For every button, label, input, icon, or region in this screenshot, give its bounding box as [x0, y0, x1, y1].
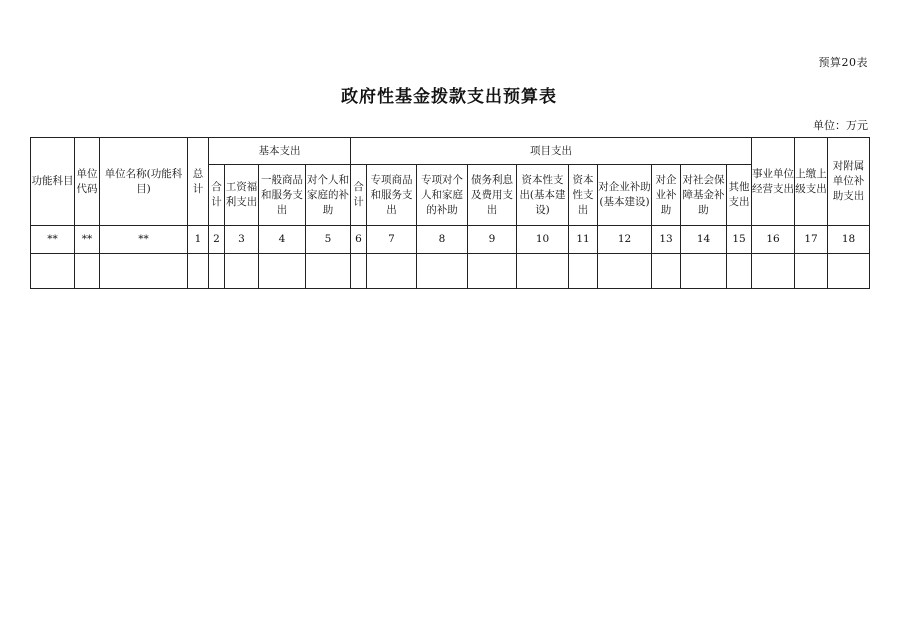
empty-cell — [31, 254, 75, 289]
empty-cell — [351, 254, 367, 289]
number-cell: 15 — [727, 226, 752, 254]
header-basic-goods: 一般商品和服务支出 — [259, 165, 306, 226]
column-number-row — [31, 226, 870, 254]
empty-cell — [367, 254, 417, 289]
number-cell: 10 — [517, 226, 569, 254]
header-project-social-security: 对社会保障基金补助 — [681, 165, 727, 226]
header-func-subject: 功能科目 — [31, 138, 75, 226]
number-cell: 18 — [828, 226, 870, 254]
budget-table — [30, 137, 870, 289]
number-cell: 4 — [259, 226, 306, 254]
empty-data-row — [31, 254, 870, 289]
number-cell: 6 — [351, 226, 367, 254]
header-project-enterprise-basic: 对企业补助(基本建设) — [598, 165, 652, 226]
number-cell: 13 — [652, 226, 681, 254]
number-cell: 7 — [367, 226, 417, 254]
header-operating: 事业单位经营支出 — [752, 138, 795, 226]
empty-cell — [468, 254, 517, 289]
empty-cell — [795, 254, 828, 289]
page-title: 政府性基金拨款支出预算表 — [341, 87, 557, 107]
header-basic-group: 基本支出 — [209, 138, 351, 165]
header-basic-wages: 工资福利支出 — [225, 165, 259, 226]
number-cell: 14 — [681, 226, 727, 254]
header-project-special-goods: 专项商品和服务支出 — [367, 165, 417, 226]
header-upper: 上缴上级支出 — [795, 138, 828, 226]
header-unit-code: 单位代码 — [75, 138, 100, 226]
number-cell: 1 — [188, 226, 209, 254]
form-number: 预算20表 — [818, 56, 868, 69]
empty-cell — [652, 254, 681, 289]
empty-cell — [517, 254, 569, 289]
header-project-other: 其他支出 — [727, 165, 752, 226]
empty-cell — [752, 254, 795, 289]
number-cell: 16 — [752, 226, 795, 254]
number-cell: 9 — [468, 226, 517, 254]
header-unit-name: 单位名称(功能科目) — [100, 138, 188, 226]
empty-cell — [225, 254, 259, 289]
empty-cell — [306, 254, 351, 289]
header-total: 总计 — [188, 138, 209, 226]
number-cell: 17 — [795, 226, 828, 254]
number-cell: 11 — [569, 226, 598, 254]
header-project-capital-basic: 资本性支出(基本建设) — [517, 165, 569, 226]
header-project-subtotal: 合计 — [351, 165, 367, 226]
number-cell: 2 — [209, 226, 225, 254]
empty-cell — [259, 254, 306, 289]
empty-cell — [828, 254, 870, 289]
header-basic-personal: 对个人和家庭的补助 — [306, 165, 351, 226]
unit-label: 单位：万元 — [813, 119, 868, 132]
empty-cell — [75, 254, 100, 289]
header-project-group: 项目支出 — [351, 138, 752, 165]
number-cell: ** — [100, 226, 188, 254]
empty-cell — [209, 254, 225, 289]
number-cell: ** — [75, 226, 100, 254]
empty-cell — [598, 254, 652, 289]
number-cell: 12 — [598, 226, 652, 254]
empty-cell — [100, 254, 188, 289]
empty-cell — [681, 254, 727, 289]
header-project-enterprise: 对企业补助 — [652, 165, 681, 226]
empty-cell — [188, 254, 209, 289]
header-subsidiary: 对附属单位补助支出 — [828, 138, 870, 226]
number-cell: 3 — [225, 226, 259, 254]
number-cell: 8 — [417, 226, 468, 254]
empty-cell — [417, 254, 468, 289]
number-cell: 5 — [306, 226, 351, 254]
header-basic-subtotal: 合计 — [209, 165, 225, 226]
header-project-special-personal: 专项对个人和家庭的补助 — [417, 165, 468, 226]
empty-cell — [569, 254, 598, 289]
header-project-debt: 债务利息及费用支出 — [468, 165, 517, 226]
empty-cell — [727, 254, 752, 289]
header-project-capital: 资本性支出 — [569, 165, 598, 226]
number-cell: ** — [31, 226, 75, 254]
